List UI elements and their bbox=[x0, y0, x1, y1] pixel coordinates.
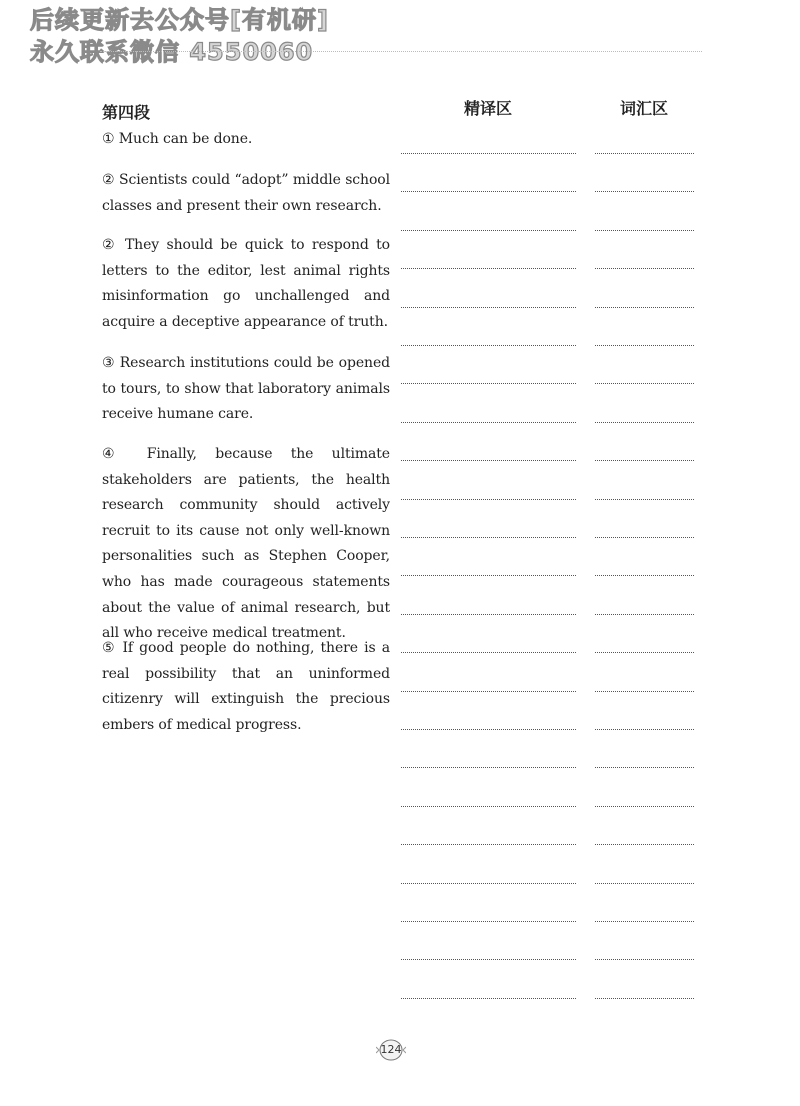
vocabulary-line bbox=[595, 153, 694, 154]
translation-line bbox=[401, 422, 576, 423]
vocabulary-column-header: 词汇区 bbox=[620, 99, 669, 118]
paragraph-4: ③ Research institutions could be opened to tours, to show that laboratory animals receive humane care. bbox=[102, 355, 390, 423]
translation-line bbox=[401, 537, 576, 538]
translation-line bbox=[401, 691, 576, 692]
translation-line bbox=[401, 153, 576, 154]
vocabulary-line bbox=[595, 806, 694, 807]
translation-line bbox=[401, 614, 576, 615]
translation-line bbox=[401, 652, 576, 653]
vocabulary-line bbox=[595, 998, 694, 999]
vocabulary-line bbox=[595, 499, 694, 500]
vocabulary-line bbox=[595, 959, 694, 960]
translation-line bbox=[401, 729, 576, 730]
vocabulary-line bbox=[595, 191, 694, 192]
translation-line bbox=[401, 767, 576, 768]
translation-line bbox=[401, 921, 576, 922]
translation-line bbox=[401, 806, 576, 807]
watermark-line-1: 后续更新去公众号[有机研] bbox=[30, 6, 329, 34]
vocabulary-line bbox=[595, 767, 694, 768]
vocabulary-line bbox=[595, 652, 694, 653]
page-number: 124 bbox=[380, 1043, 402, 1056]
watermark-line-2: 永久联系微信 4550060 bbox=[30, 38, 314, 66]
vocabulary-line bbox=[595, 307, 694, 308]
translation-line bbox=[401, 345, 576, 346]
translation-line bbox=[401, 575, 576, 576]
translation-line bbox=[401, 998, 576, 999]
translation-line bbox=[401, 499, 576, 500]
vocabulary-line bbox=[595, 729, 694, 730]
section-title: 第四段 bbox=[102, 103, 151, 122]
vocabulary-line bbox=[595, 460, 694, 461]
vocabulary-line bbox=[595, 422, 694, 423]
vocabulary-line bbox=[595, 230, 694, 231]
translation-line bbox=[401, 883, 576, 884]
header-divider bbox=[100, 51, 702, 52]
paragraph-1: ① Much can be done. bbox=[102, 131, 253, 147]
translation-line bbox=[401, 191, 576, 192]
vocabulary-line bbox=[595, 921, 694, 922]
paragraph-3: ② They should be quick to respond to letters to the editor, lest animal rights misinformation go unchallenged and acquire a deceptive appearance of truth. bbox=[102, 237, 390, 330]
vocabulary-line bbox=[595, 383, 694, 384]
translation-line bbox=[401, 844, 576, 845]
paragraph-6: ⑤ If good people do nothing, there is a real possibility that an uninformed citizenry will extinguish the precious embers of medical progress. bbox=[102, 640, 390, 733]
vocabulary-line bbox=[595, 883, 694, 884]
vocabulary-line bbox=[595, 575, 694, 576]
paragraph-5: ④ Finally, because the ultimate stakeholders are patients, the health research community should actively recruit to its cause not only well-known personalities such as Stephen Cooper, who has made courageous statements about the value of animal research, but all who receive medical treatment. bbox=[102, 446, 390, 642]
vocabulary-line bbox=[595, 268, 694, 269]
vocabulary-line bbox=[595, 691, 694, 692]
page-number-badge bbox=[376, 1037, 406, 1063]
vocabulary-line bbox=[595, 844, 694, 845]
vocabulary-line bbox=[595, 614, 694, 615]
translation-line bbox=[401, 460, 576, 461]
translation-line bbox=[401, 383, 576, 384]
vocabulary-line bbox=[595, 537, 694, 538]
translation-line bbox=[401, 230, 576, 231]
translation-column-header: 精译区 bbox=[464, 99, 513, 118]
translation-line bbox=[401, 268, 576, 269]
vocabulary-line bbox=[595, 345, 694, 346]
paragraph-2: ② Scientists could “adopt” middle school classes and present their own research. bbox=[102, 172, 390, 214]
translation-line bbox=[401, 307, 576, 308]
translation-line bbox=[401, 959, 576, 960]
